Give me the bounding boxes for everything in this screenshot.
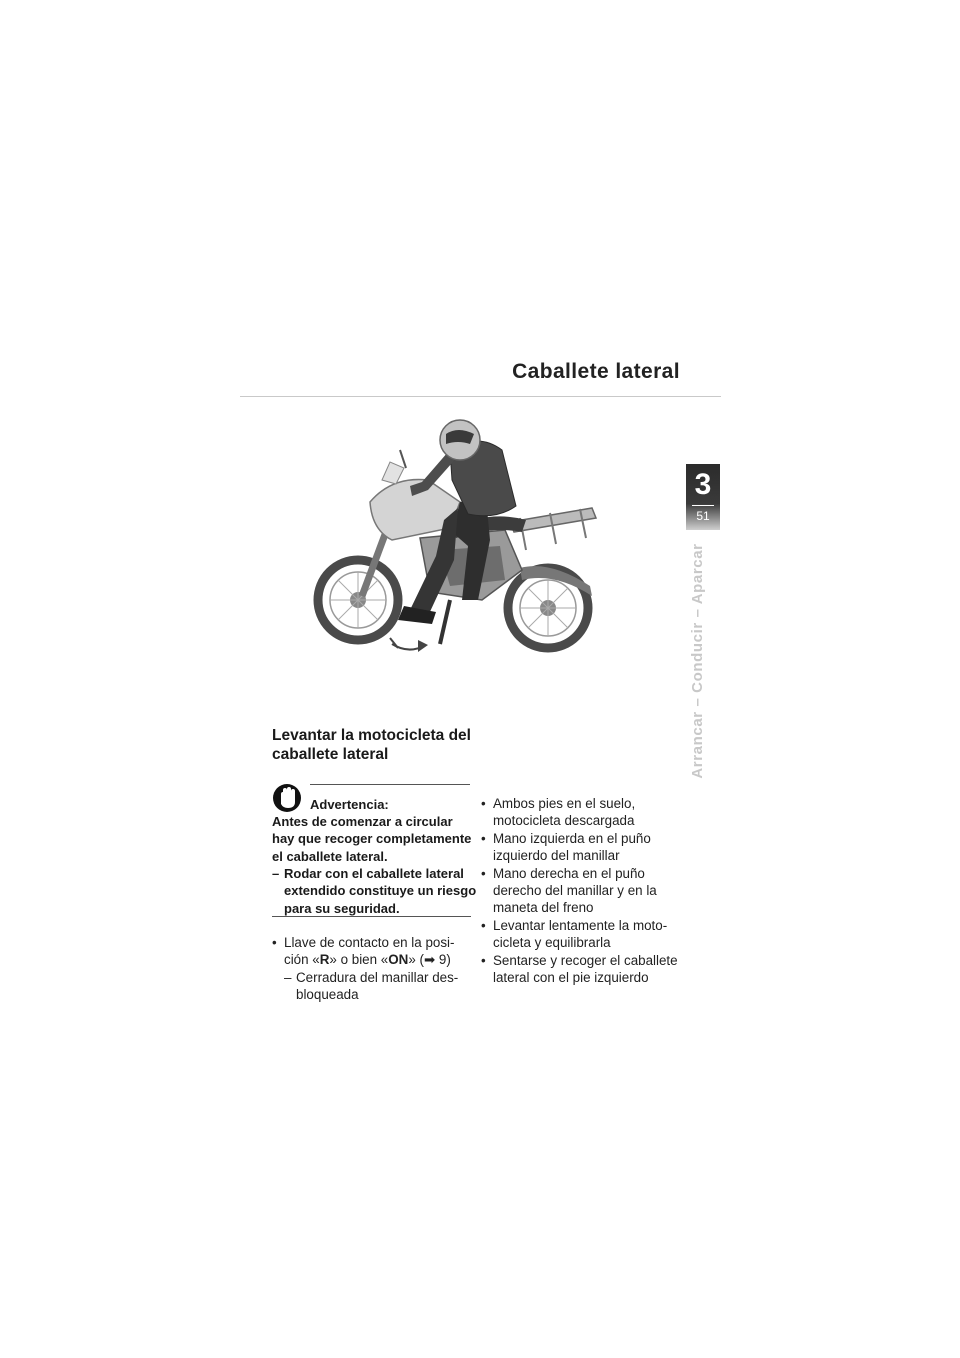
hand-stop-icon — [272, 783, 302, 813]
list-item — [481, 952, 691, 987]
page-number: 51 — [696, 509, 710, 523]
chapter-side-caption: Arrancar – Conducir – Aparcar — [689, 543, 706, 779]
warning-item — [272, 865, 484, 917]
motorcycle-rider-illustration — [300, 410, 610, 670]
bullet-marker: • — [481, 830, 486, 846]
list-item — [481, 830, 691, 865]
list-item-text: Mano derecha en el puño derecho del manillar y en la maneta del freno — [493, 865, 657, 916]
list-item — [272, 934, 472, 969]
page-title: Caballete lateral — [512, 360, 680, 383]
dash-marker: – — [272, 866, 280, 881]
bullet-marker: • — [481, 917, 486, 933]
warning-label: Advertencia: — [310, 797, 389, 812]
list-item-text: Ambos pies en el suelo, motocicleta descargada — [493, 796, 636, 829]
list-item-text: Mano izquierda en el puño izquierdo del manillar — [493, 830, 651, 864]
key-position-r: R — [319, 952, 330, 968]
bullet-marker: • — [272, 935, 277, 950]
list-sub-item-text: Cerradura del manillar desbloqueada — [296, 969, 459, 1003]
bullet-marker: • — [481, 952, 486, 968]
list-sub-item — [272, 969, 472, 1004]
list-item-text: Llave de contacto en la posición «R» o bien «ON» (➡ 9) — [284, 935, 455, 968]
left-instruction-list — [272, 934, 472, 1004]
warning-text: Antes de comenzar a circular hay que recoger completamente el caballete lateral. — [272, 814, 472, 864]
list-item-text: Sentarse y recoger el caballete lateral con el pie izquierdo — [493, 952, 678, 986]
arrow-right-icon: ➡ — [423, 952, 436, 968]
list-item-text: Levantar lentamente la motocicleta y equilibrarla — [493, 917, 668, 951]
list-item — [481, 917, 691, 952]
warning-top-rule — [310, 784, 470, 785]
key-position-on: ON — [388, 952, 409, 968]
bullet-marker: • — [481, 796, 486, 811]
right-instruction-list — [481, 795, 691, 986]
dash-marker: – — [284, 969, 292, 985]
subheading: Levantar la motocicleta del caballete lateral — [272, 727, 471, 763]
chapter-divider — [692, 505, 714, 506]
chapter-number: 3 — [694, 468, 712, 501]
list-item — [481, 865, 691, 917]
warning-item-text: Rodar con el caballete lateral extendido constituye un riesgo para su seguridad. — [284, 866, 477, 916]
title-divider — [240, 396, 721, 397]
list-item — [481, 795, 691, 830]
bullet-marker: • — [481, 865, 486, 881]
warning-bottom-rule — [272, 916, 471, 917]
